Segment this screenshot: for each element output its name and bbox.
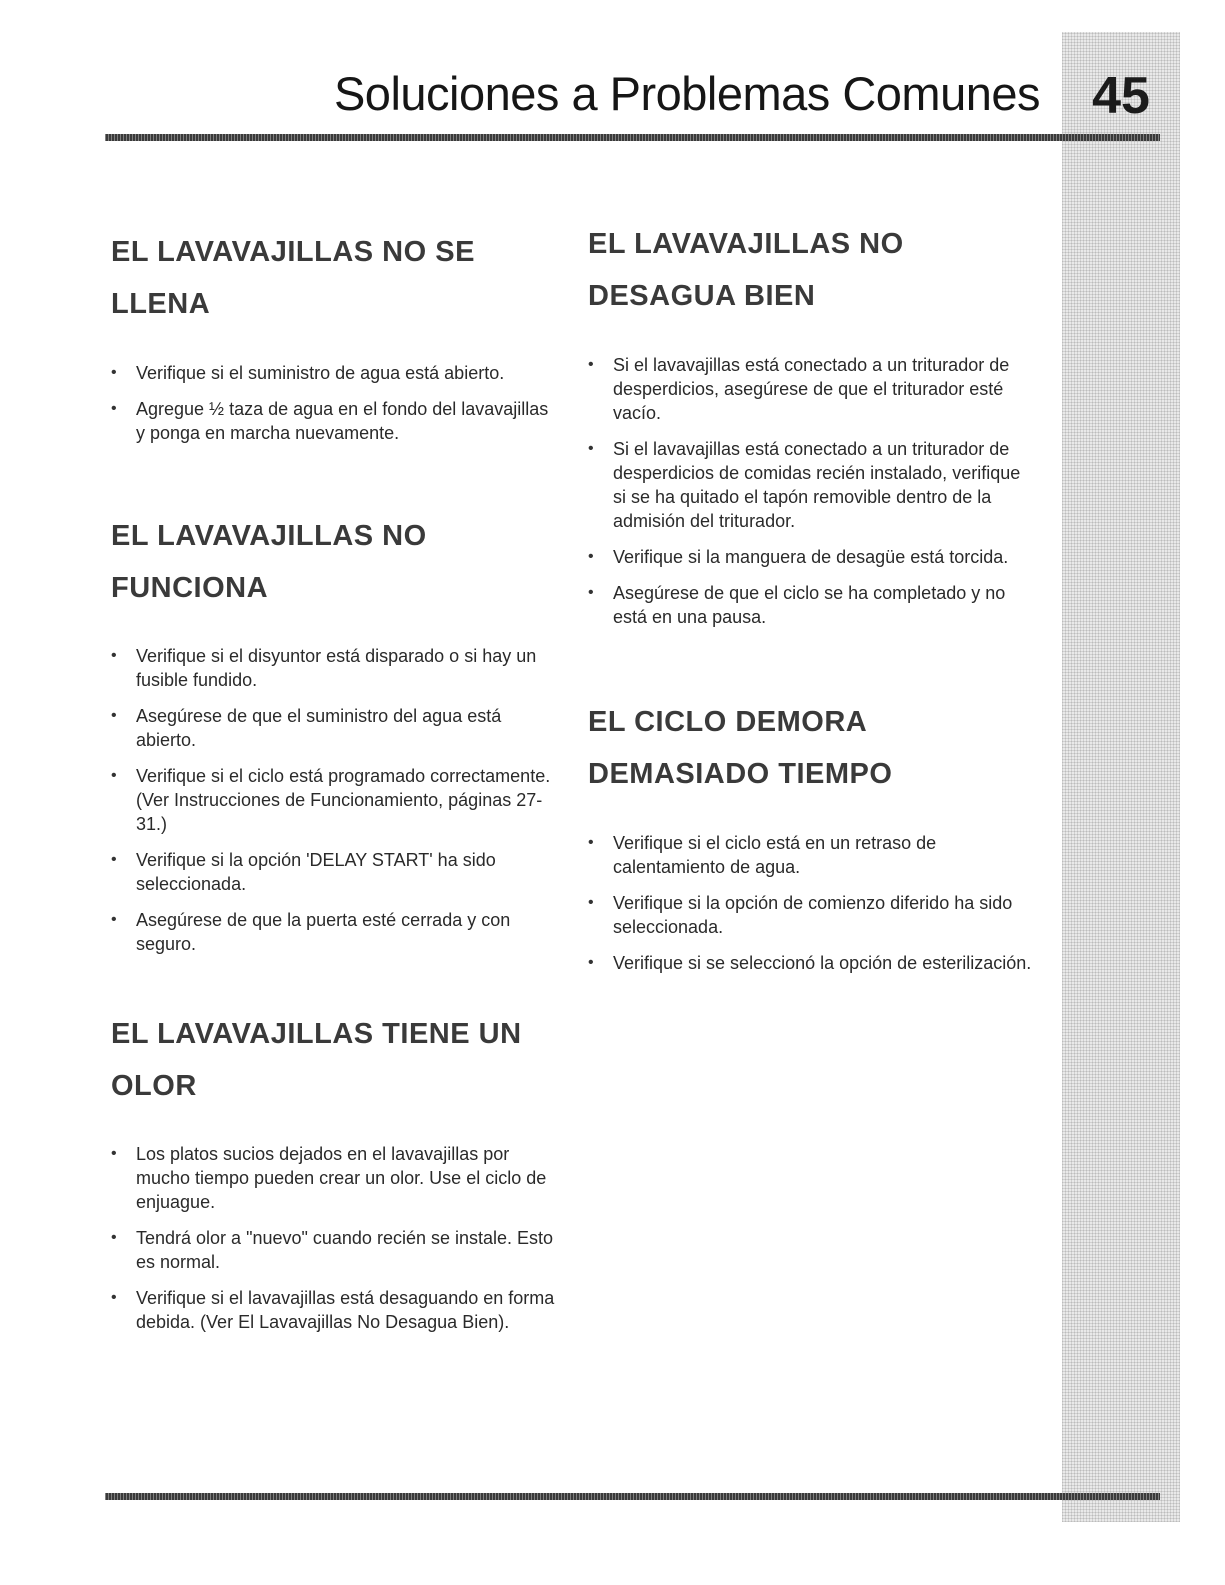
bullet-item: • Los platos sucios dejados en el lavavajillas por mucho tiempo pueden crear un olor. Use el ciclo de enjuague. — [111, 1142, 566, 1214]
bullet-list — [111, 1142, 566, 1334]
bullet-item: • Verifique si el lavavajillas está desaguando en forma debida. (Ver El Lavavajillas No Desagua Bien). — [111, 1286, 566, 1334]
bullet-item: • Verifique si la manguera de desagüe está torcida. — [588, 545, 1038, 569]
section-heading — [111, 1008, 566, 1112]
bullet-item: • Si el lavavajillas está conectado a un triturador de desperdicios de comidas recién instalado, verifique si se ha quitado el tapón removible dentro de la admisión del triturador. — [588, 437, 1038, 533]
bullet-item: • Verifique si el ciclo está programado correctamente. (Ver Instrucciones de Funcionamiento, páginas 27-31.) — [111, 764, 566, 836]
bullet-item: • Asegúrese de que el ciclo se ha completado y no está en una pausa. — [588, 581, 1038, 629]
bullet-item: • Verifique si el suministro de agua está abierto. — [111, 361, 556, 385]
bullet-item: • Verifique si se seleccionó la opción de esterilización. — [588, 951, 1038, 975]
header-rule — [105, 134, 1160, 141]
page-number: 45 — [1092, 67, 1150, 125]
bullet-list — [588, 353, 1038, 629]
bullet-item: • Verifique si el ciclo está en un retraso de calentamiento de agua. — [588, 831, 1038, 879]
section-heading — [111, 226, 556, 330]
heading-line: EL LAVAVAJILLAS NO SE — [111, 236, 475, 268]
side-tab-strip — [1062, 32, 1180, 1522]
bullet-item: • Verifique si la opción 'DELAY START' ha sido seleccionada. — [111, 848, 566, 896]
section-no-drain — [588, 218, 1038, 641]
heading-line: OLOR — [111, 1070, 197, 1102]
bullet-item: • Asegúrese de que el suministro del agua está abierto. — [111, 704, 566, 752]
heading-line: DEMASIADO TIEMPO — [588, 758, 893, 790]
heading-line: EL CICLO DEMORA — [588, 706, 868, 738]
section-no-fill — [111, 226, 556, 457]
bullet-list — [588, 831, 1038, 975]
heading-line: EL LAVAVAJILLAS NO — [111, 520, 427, 552]
heading-line: DESAGUA BIEN — [588, 280, 816, 312]
heading-line: EL LAVAVAJILLAS TIENE UN — [111, 1018, 522, 1050]
bullet-list — [111, 361, 556, 445]
bullet-item: • Si el lavavajillas está conectado a un triturador de desperdicios, asegúrese de que el triturador esté vacío. — [588, 353, 1038, 425]
section-heading — [111, 510, 566, 614]
bullet-item: • Agregue ½ taza de agua en el fondo del lavavajillas y ponga en marcha nuevamente. — [111, 397, 556, 445]
heading-line: FUNCIONA — [111, 572, 269, 604]
section-no-function — [111, 510, 566, 968]
section-heading — [588, 218, 1038, 322]
bullet-item: • Verifique si la opción de comienzo diferido ha sido seleccionada. — [588, 891, 1038, 939]
heading-line: EL LAVAVAJILLAS NO — [588, 228, 904, 260]
bullet-item: • Verifique si el disyuntor está disparado o si hay un fusible fundido. — [111, 644, 566, 692]
bullet-list — [111, 644, 566, 956]
bullet-item: • Asegúrese de que la puerta esté cerrada y con seguro. — [111, 908, 566, 956]
footer-rule — [105, 1493, 1160, 1500]
section-odor — [111, 1008, 566, 1346]
section-heading — [588, 696, 1038, 800]
bullet-item: • Tendrá olor a "nuevo" cuando recién se instale. Esto es normal. — [111, 1226, 566, 1274]
heading-line: LLENA — [111, 288, 211, 320]
section-long-cycle — [588, 696, 1038, 987]
page-title: Soluciones a Problemas Comunes — [333, 67, 1040, 120]
